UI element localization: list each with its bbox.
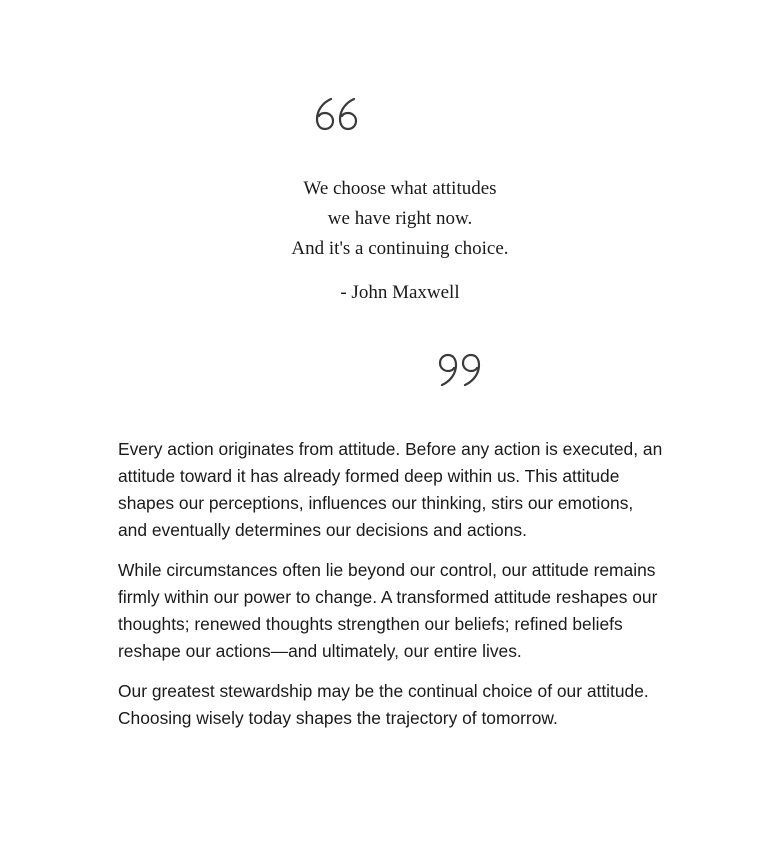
body-line: attitude toward it has already formed deep within us. This attitude <box>118 466 620 486</box>
body-paragraph <box>118 678 698 732</box>
body-paragraph <box>118 557 698 665</box>
close-quote-icon <box>434 350 484 390</box>
body-line: reshape our actions—and ultimately, our entire lives. <box>118 641 522 661</box>
quote-line: And it's a continuing choice. <box>291 238 509 259</box>
body-paragraph <box>118 436 698 544</box>
body-line: shapes our perceptions, influences our thinking, stirs our emotions, <box>118 493 634 513</box>
body-line: Every action originates from attitude. Before any action is executed, an <box>118 439 663 459</box>
body-line: firmly within our power to change. A transformed attitude reshapes our <box>118 587 658 607</box>
quote-text <box>200 174 600 264</box>
body-line: While circumstances often lie beyond our control, our attitude remains <box>118 560 656 580</box>
body-line: Our greatest stewardship may be the continual choice of our attitude. <box>118 681 649 701</box>
quote-author: - John Maxwell <box>340 282 460 303</box>
body-line: Choosing wisely today shapes the trajectory of tomorrow. <box>118 708 558 728</box>
open-quote-icon <box>314 94 364 134</box>
quote-line: we have right now. <box>327 208 473 229</box>
body-line: thoughts; renewed thoughts strengthen our beliefs; refined beliefs <box>118 614 623 634</box>
quote-line: We choose what attitudes <box>303 178 497 199</box>
body-line: and eventually determines our decisions and actions. <box>118 520 527 540</box>
article-body <box>118 436 698 745</box>
